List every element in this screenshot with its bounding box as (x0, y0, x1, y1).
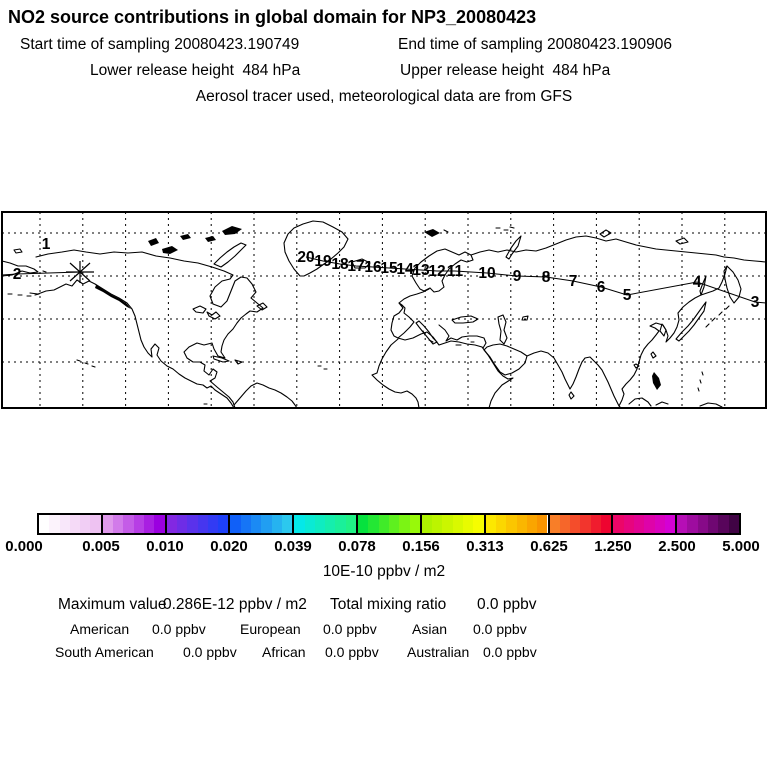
colorbar-cell (103, 515, 113, 533)
region-label: European (240, 621, 301, 637)
colorbar-cell (241, 515, 251, 533)
region-value: 0.0 ppbv (473, 621, 527, 637)
victoria-island (162, 246, 178, 254)
stat-value: 0.0 ppbv (477, 596, 537, 613)
lower-release-text: Lower release height 484 hPa (90, 62, 301, 79)
colorbar-cell (442, 515, 452, 533)
colorbar-segment (611, 515, 675, 533)
trajectory-number: 14 (396, 261, 414, 278)
colorbar-cell (282, 515, 292, 533)
stat-label: Maximum value (58, 596, 167, 613)
colorbar-tick-label: 1.250 (594, 538, 632, 555)
trajectory-number: 9 (512, 268, 522, 285)
colorbar-cell (453, 515, 463, 533)
banks-island (148, 238, 159, 246)
trajectory-number: 4 (692, 274, 702, 291)
colorbar-cell (665, 515, 675, 533)
colorbar-cell (698, 515, 708, 533)
trajectory-number: 16 (364, 259, 382, 276)
trajectory-number: 20 (297, 249, 315, 266)
caspian-sea (498, 315, 507, 344)
devon-island (205, 236, 216, 242)
colorbar-cell (325, 515, 335, 533)
colorbar-cell (644, 515, 654, 533)
upper-release-text: Upper release height 484 hPa (400, 62, 611, 79)
colorbar-ticks (0, 538, 768, 556)
colorbar-cell (486, 515, 496, 533)
colorbar-cell (580, 515, 590, 533)
trajectory-number: 1 (41, 236, 51, 253)
colorbar-cell (506, 515, 516, 533)
region-value: 0.0 ppbv (483, 644, 537, 660)
colorbar-cell (39, 515, 49, 533)
trajectory-number: 12 (428, 263, 446, 280)
trajectory-number: 7 (568, 273, 578, 290)
trajectory-number: 5 (622, 287, 632, 304)
colorbar-tick-label: 0.313 (466, 538, 504, 555)
colorbar-segment (420, 515, 484, 533)
colorbar-cell (560, 515, 570, 533)
coast-baffin (214, 243, 246, 267)
colorbar-cell (167, 515, 177, 533)
colorbar-cell (177, 515, 187, 533)
coast-indonesia (629, 398, 722, 407)
colorbar-cell (208, 515, 218, 533)
colorbar-segment (484, 515, 548, 533)
colorbar-cell (272, 515, 282, 533)
colorbar-unit-label: 10E-10 ppbv / m2 (322, 563, 446, 580)
coastlines (2, 221, 766, 408)
trajectory-number: 2 (12, 266, 22, 283)
colorbar-segment (675, 515, 739, 533)
end-time-text: End time of sampling 20080423.190906 (398, 36, 673, 53)
colorbar-cell (550, 515, 560, 533)
colorbar-cell (601, 515, 611, 533)
coast-pacific-america (30, 280, 234, 408)
colorbar-cell (315, 515, 325, 533)
colorbar-tick-label: 0.156 (402, 538, 440, 555)
colorbar-cell (218, 515, 228, 533)
colorbar-tick-label: 0.625 (530, 538, 568, 555)
colorbar-cell (90, 515, 100, 533)
colorbar-tick-label: 0.020 (210, 538, 248, 555)
coast-west-africa (372, 339, 419, 408)
colorbar-cell (517, 515, 527, 533)
colorbar-tick-label: 0.078 (338, 538, 376, 555)
region-label: African (262, 644, 306, 660)
colorbar-cell (251, 515, 261, 533)
trajectory-number: 3 (750, 294, 760, 311)
colorbar-cell (80, 515, 90, 533)
colorbar-tick-label: 0.039 (274, 538, 312, 555)
region-label: Asian (412, 621, 448, 637)
colorbar-cell (389, 515, 399, 533)
melville-island (180, 234, 191, 240)
colorbar-cell (113, 515, 123, 533)
region-label: South American (55, 644, 154, 660)
colorbar (37, 513, 741, 535)
colorbar-cell (718, 515, 728, 533)
region-value: 0.0 ppbv (325, 644, 379, 660)
coast-iberia (391, 303, 414, 338)
colorbar-cell (655, 515, 665, 533)
trajectory-number: 6 (596, 279, 606, 296)
coast-east-africa (482, 347, 513, 408)
colorbar-cell (358, 515, 368, 533)
colorbar-tick-label: 0.000 (5, 538, 43, 555)
trajectory-number: 17 (347, 258, 365, 275)
region-value: 0.0 ppbv (323, 621, 377, 637)
trajectory-number: 10 (478, 265, 496, 282)
colorbar-segment (165, 515, 229, 533)
colorbar-segment (101, 515, 165, 533)
colorbar-segment (292, 515, 356, 533)
trajectory-number: 11 (446, 263, 464, 280)
colorbar-cell (422, 515, 432, 533)
region-value: 0.0 ppbv (152, 621, 206, 637)
colorbar-cell (399, 515, 409, 533)
colorbar-cell (187, 515, 197, 533)
colorbar-cell (624, 515, 634, 533)
colorbar-cell (305, 515, 315, 533)
colorbar-cell (527, 515, 537, 533)
region-label: American (70, 621, 130, 637)
coast-balkans-levant (439, 325, 486, 348)
colorbar-tick-label: 0.010 (146, 538, 184, 555)
small-islands (8, 227, 729, 404)
map-frame (2, 212, 766, 408)
coast-south-asia (527, 351, 621, 408)
coast-west-europe (399, 289, 429, 303)
philippines (652, 372, 661, 390)
trajectory-number: 8 (541, 269, 551, 286)
coast-kamchatka (724, 266, 741, 303)
colorbar-tick-label: 5.000 (722, 538, 760, 555)
colorbar-cell (677, 515, 687, 533)
colorbar-cell (379, 515, 389, 533)
start-time-text: Start time of sampling 20080423.190749 (20, 36, 300, 53)
ellesmere-island (222, 226, 242, 235)
coast-north-america (36, 250, 263, 408)
coast-north-africa (398, 332, 482, 347)
coast-korea (660, 324, 666, 336)
trajectory-number: 15 (380, 260, 398, 277)
coast-japan (676, 302, 706, 341)
colorbar-cell (463, 515, 473, 533)
colorbar-segment (356, 515, 420, 533)
tracer-info-line: Aerosol tracer used, meteorological data are from GFS (195, 88, 573, 105)
stat-value: 0.286E-12 ppbv / m2 (163, 596, 307, 613)
colorbar-cell (570, 515, 580, 533)
colorbar-cell (154, 515, 164, 533)
colorbar-cell (70, 515, 80, 533)
colorbar-cell (496, 515, 506, 533)
region-label: Australian (407, 644, 470, 660)
colorbar-cell (230, 515, 240, 533)
colorbar-cell (634, 515, 644, 533)
colorbar-cell (591, 515, 601, 533)
colorbar-cell (134, 515, 144, 533)
colorbar-cell (60, 515, 70, 533)
colorbar-cell (123, 515, 133, 533)
colorbar-cell (613, 515, 623, 533)
colorbar-tick-label: 0.005 (82, 538, 120, 555)
colorbar-cell (198, 515, 208, 533)
graticule-gridlines (2, 212, 766, 408)
page-title: NO2 source contributions in global domain for NP3_20080423 (8, 7, 537, 27)
colorbar-cell (708, 515, 718, 533)
colorbar-cell (473, 515, 483, 533)
colorbar-cell (432, 515, 442, 533)
colorbar-cell (144, 515, 154, 533)
colorbar-cell (729, 515, 739, 533)
colorbar-cell (49, 515, 59, 533)
svalbard (424, 229, 440, 237)
coast-south-america (234, 383, 297, 408)
colorbar-cell (346, 515, 356, 533)
colorbar-tick-label: 2.500 (658, 538, 696, 555)
region-value: 0.0 ppbv (183, 644, 237, 660)
colorbar-cell (537, 515, 547, 533)
trajectory-number: 18 (331, 256, 349, 273)
trajectory-number: 13 (412, 262, 430, 279)
colorbar-segment (39, 515, 101, 533)
colorbar-cell (410, 515, 420, 533)
source-star-marker (66, 261, 94, 283)
trajectory-number: 19 (314, 253, 332, 270)
arctic-island-fills (95, 226, 661, 390)
colorbar-segment (228, 515, 292, 533)
colorbar-segment (548, 515, 612, 533)
colorbar-cell (335, 515, 345, 533)
colorbar-cell (261, 515, 271, 533)
colorbar-cell (294, 515, 304, 533)
stat-label: Total mixing ratio (330, 596, 447, 613)
colorbar-cell (368, 515, 378, 533)
colorbar-cell (687, 515, 697, 533)
